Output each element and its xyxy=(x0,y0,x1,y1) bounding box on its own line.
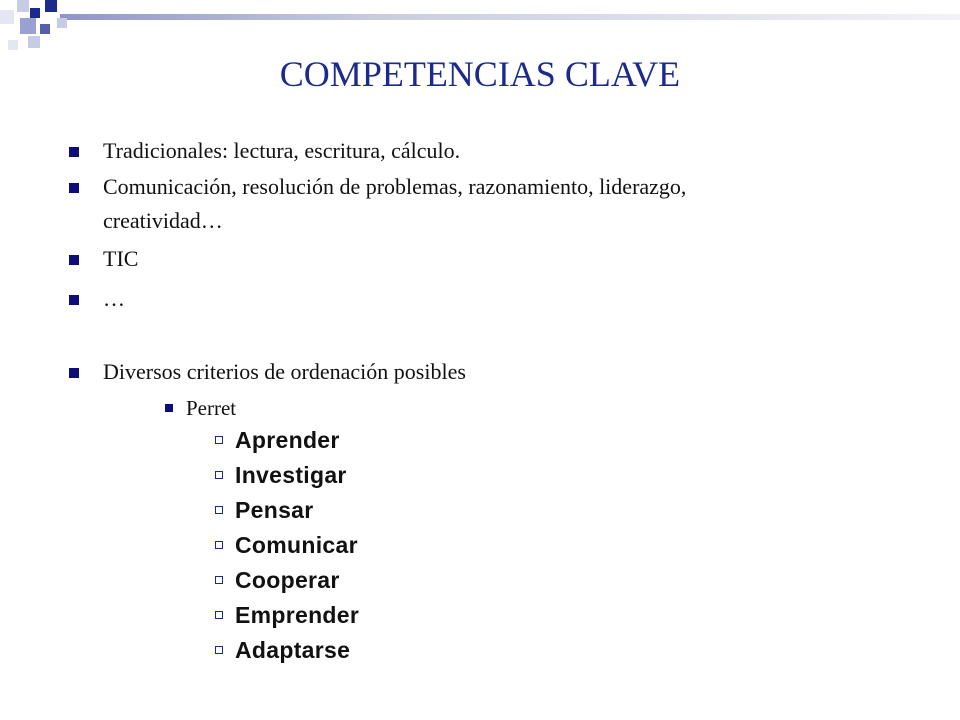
bullet-continuation xyxy=(103,204,223,238)
slide-title: COMPETENCIAS CLAVE xyxy=(279,54,681,94)
bullet-item xyxy=(103,242,138,276)
bullet-square-icon xyxy=(69,255,79,265)
competency-text: Emprender xyxy=(235,602,360,628)
competency-item xyxy=(235,633,350,667)
competency-item xyxy=(235,493,314,527)
sub-bullet-item xyxy=(186,391,236,425)
competency-text: Aprender xyxy=(235,427,340,453)
competency-text: Adaptarse xyxy=(235,637,351,663)
hollow-square-icon xyxy=(215,646,223,654)
bullet-square-icon xyxy=(165,404,173,412)
bullet-text: … xyxy=(103,286,125,311)
bullet-item xyxy=(103,355,466,389)
bullet-text: Diversos criterios de ordenación posibles xyxy=(103,359,466,384)
competency-text: Comunicar xyxy=(235,532,358,558)
bullet-item xyxy=(103,170,686,204)
hollow-square-icon xyxy=(215,506,223,514)
bullet-text: Tradicionales: lectura, escritura, cálculo. xyxy=(103,138,461,163)
competency-text: Cooperar xyxy=(235,567,340,593)
competency-item xyxy=(235,598,359,632)
competency-item xyxy=(235,458,347,492)
competency-text: Pensar xyxy=(235,497,314,523)
bullet-square-icon xyxy=(69,295,79,305)
bullet-item xyxy=(103,134,460,168)
competency-item xyxy=(235,423,340,457)
hollow-square-icon xyxy=(215,541,223,549)
bullet-square-icon xyxy=(69,183,79,193)
competency-text: Investigar xyxy=(235,462,347,488)
hollow-square-icon xyxy=(215,611,223,619)
bullet-text: Comunicación, resolución de problemas, razonamiento, liderazgo, xyxy=(103,174,687,199)
competency-item xyxy=(235,563,340,597)
sub-bullet-text: Perret xyxy=(186,396,237,420)
bullet-text: TIC xyxy=(103,246,139,271)
hollow-square-icon xyxy=(215,576,223,584)
competency-item xyxy=(235,528,358,562)
bullet-square-icon xyxy=(69,147,79,157)
hollow-square-icon xyxy=(215,436,223,444)
bullet-text: creatividad… xyxy=(103,208,223,233)
hollow-square-icon xyxy=(215,471,223,479)
bullet-item xyxy=(103,282,125,316)
bullet-square-icon xyxy=(69,368,79,378)
